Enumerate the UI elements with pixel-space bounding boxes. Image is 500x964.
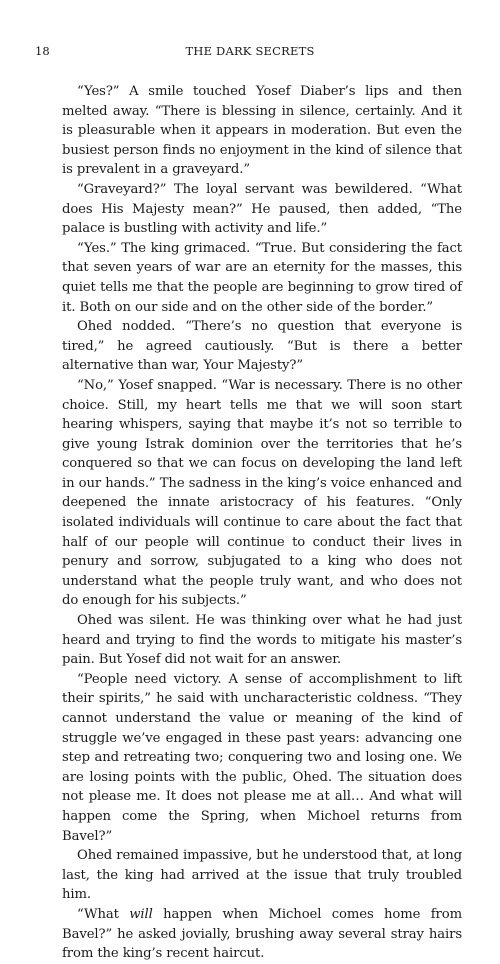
emphasized-word: will bbox=[129, 906, 153, 922]
paragraph: “Graveyard?” The loyal servant was bewildered. “What does His Majesty mean?” He paused, then added, “The palace is bustling with activity and life.” bbox=[62, 181, 462, 237]
page-header bbox=[35, 44, 465, 58]
paragraph: “No,” Yosef snapped. “War is necessary. There is no other choice. Still, my heart tells me that we will soon start hearing whispers, saying that maybe it’s not so terrible to give young Istrak dominion over the territories that he’s conquered so that we can focus on developing the land left in our hands.” The sadness in the king’s voice enhanced and deepened the innate aristocracy of his features. “Only isolated individuals will continue to care about the fact that half of our people will continue to conduct their lives in penury and sorrow, subjugated to a king who does not understand what the people truly want, and who does not do enough for his subjects.” bbox=[62, 377, 462, 609]
paragraph: Ohed remained impassive, but he understood that, at long last, the king had arrived at the issue that truly troubled him. bbox=[62, 848, 463, 903]
body-text bbox=[62, 82, 462, 964]
paragraph bbox=[62, 905, 462, 964]
paragraph: Ohed was silent. He was thinking over what he had just heard and trying to find the words to mitigate his master’s pain. But Yosef did not wait for an answer. bbox=[62, 613, 462, 668]
paragraph: Ohed nodded. “There’s no question that everyone is tired,” he agreed cautiously. “But is there a better alternative than war, Your Majesty?” bbox=[62, 319, 462, 374]
paragraph: “Yes?” A smile touched Yosef Diaber’s lips and then melted away. “There is blessing in silence, certainly. And it is pleasurable when it appears in moderation. But even the busiest person finds no enjoyment in the kind of silence that is prevalent in a graveyard.” bbox=[62, 84, 462, 178]
paragraph: “People need victory. A sense of accomplishment to lift their spirits,” he said with uncharacteristic coldness. “They cannot understand the value or meaning of the kind of struggle we’ve engaged in these past years: advancing one step and retreating two; conquering two and losing one. We are losing points with the public, Ohed. The situation does not please me. It does not please me at all… And what will happen come the Spring, when Michoel returns from Bavel?” bbox=[62, 671, 462, 844]
paragraph-text: happen when Michoel comes home from Bavel?” he asked jovially, brushing away several stray hairs from the king’s recent haircut. bbox=[62, 906, 462, 962]
paragraph: “Yes.” The king grimaced. “True. But considering the fact that seven years of war are an eternity for the masses, this quiet tells me that the people are beginning to grow tired of it. Both on our side and on the other side of the border.” bbox=[62, 240, 462, 315]
page-number: 18 bbox=[35, 44, 50, 58]
paragraph-text: “What bbox=[77, 906, 130, 922]
running-head: THE DARK SECRETS bbox=[185, 44, 315, 58]
